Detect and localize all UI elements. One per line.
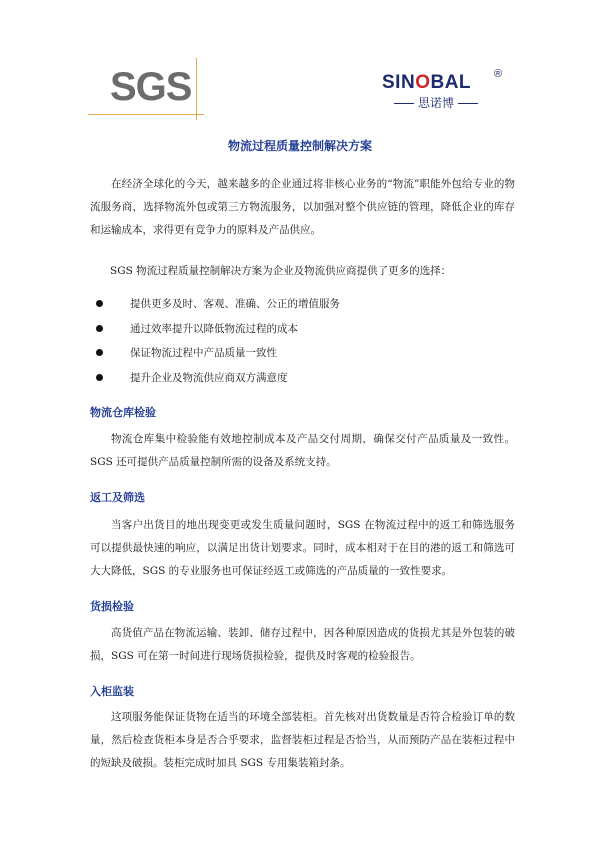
section-heading-rework-sorting: 返工及筛选	[90, 491, 145, 504]
list-item	[92, 345, 512, 370]
sinobal-chinese-name	[382, 96, 490, 110]
benefit-list	[92, 296, 512, 394]
sinobal-brand-post: BAL	[430, 72, 472, 93]
sinobal-brand	[382, 72, 471, 94]
section-heading-warehouse-inspection: 物流仓库检验	[90, 406, 156, 419]
sgs-logo	[88, 58, 208, 120]
list-item-text: 保证物流过程中产品质量一致性	[130, 347, 277, 359]
section-body-loading-supervision: 这项服务能保证货物在适当的环境全部装柜。首先核对出货数量是否符合检验订单的数量，然后检查货柜本身是否合乎要求，监督装柜过程是否恰当，从而预防产品在装柜过程中的短缺及破损。装柜完成时加具 SGS 专用集装箱封条。	[90, 711, 515, 769]
list-item	[92, 370, 512, 395]
bullet-dot-icon	[96, 374, 103, 381]
sgs-logo-horizontal-rule	[88, 114, 204, 115]
registered-mark: ®	[494, 68, 503, 80]
sinobal-brand-pre: SIN	[382, 72, 416, 93]
choices-lead: SGS 物流过程质量控制解决方案为企业及物流供应商提供了更多的选择：	[110, 265, 452, 277]
document-title: 物流过程质量控制解决方案	[227, 139, 372, 153]
sgs-logo-text: SGS	[110, 65, 192, 109]
list-item-text: 提升企业及物流供应商双方满意度	[130, 371, 288, 384]
sinobal-logo	[382, 68, 508, 120]
list-item	[92, 296, 512, 321]
section-heading-damage-inspection: 货损检验	[90, 600, 134, 613]
bullet-dot-icon	[96, 300, 103, 307]
section-heading-loading-supervision: 入柜监装	[90, 685, 134, 698]
bullet-dot-icon	[96, 325, 103, 332]
section-body-damage-inspection: 高货值产品在物流运输、装卸、储存过程中，因各种原因造成的货损尤其是外包装的破损，SGS 可在第一时间进行现场货损检验，提供及时客观的检验报告。	[90, 627, 515, 662]
section-body-warehouse-inspection: 物流仓库集中检验能有效地控制成本及产品交付周期，确保交付产品质量及一致性。SGS 还可提供产品质量控制所需的设备及系统支持。	[90, 433, 515, 468]
list-item-text: 通过效率提升以降低物流过程的成本	[130, 322, 298, 335]
section-body-rework-sorting: 当客户出货目的地出现变更或发生质量问题时，SGS 在物流过程中的返工和筛选服务可以提供最快速的响应，以满足出货计划要求。同时，成本相对于在目的港的返工和筛选可大大降低，SGS 的专业服务也可保证经返工或筛选的产品质量的一致性要求。	[90, 519, 515, 577]
list-item	[92, 321, 512, 346]
sinobal-chinese-text: 思诺博	[417, 96, 454, 110]
list-item-text: 提供更多及时、客观、准确、公正的增值服务	[130, 298, 340, 310]
bullet-dot-icon	[96, 349, 103, 356]
sinobal-brand-o: O	[415, 72, 431, 93]
sgs-logo-vertical-rule	[196, 58, 197, 120]
header	[88, 58, 508, 120]
intro-paragraph: 在经济全球化的今天，越来越多的企业通过将非核心业务的“物流”职能外包给专业的物流服务商，选择物流外包或第三方物流服务，以加强对整个供应链的管理，降低企业的库存和运输成本，求得更有竞争力的原料及产品供应。	[90, 178, 515, 236]
